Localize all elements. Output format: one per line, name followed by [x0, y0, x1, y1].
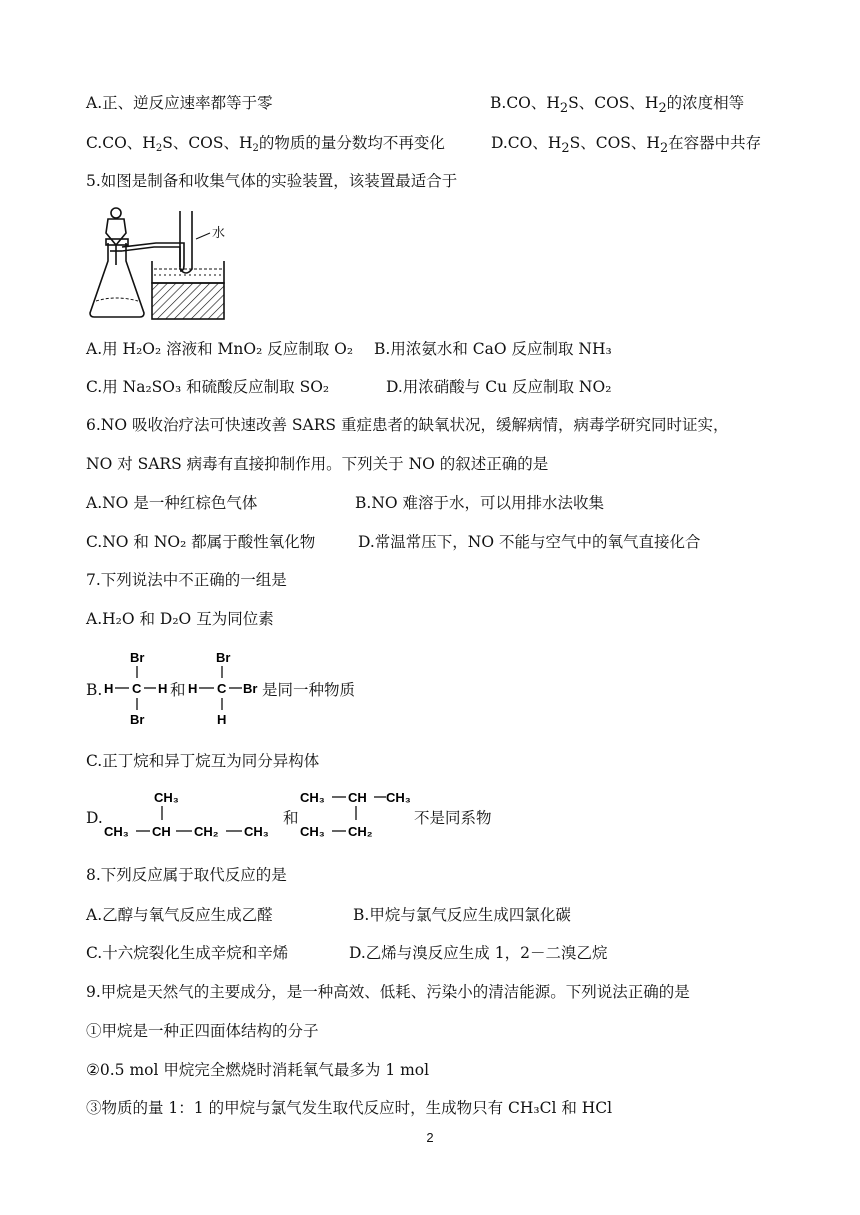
support-block: [152, 283, 224, 319]
water-label: 水: [212, 225, 226, 240]
q5-stem: 5.如图是制备和收集气体的实验装置，该装置最适合于: [86, 172, 458, 190]
svg-text:Br: Br: [130, 650, 145, 665]
q4-option-b: B.CO、$H_2S$、COS、$H_2$的浓度相等: [490, 94, 745, 117]
q6-option-b: B.NO 难溶于水，可以用排水法收集: [355, 494, 605, 512]
q7-option-d-label: D.: [86, 809, 103, 827]
svg-text:CH₃: CH₃: [300, 790, 325, 805]
svg-text:Br: Br: [216, 650, 231, 665]
svg-text:CH₃: CH₃: [300, 824, 325, 839]
q6-option-a: A.NO 是一种红棕色气体: [86, 494, 258, 512]
q7-b-structure-1: [102, 648, 172, 728]
page-number: 2: [426, 1130, 434, 1145]
q7-option-d-tail: 不是同系物: [414, 809, 492, 827]
q7-stem: 7.下列说法中不正确的一组是: [86, 571, 287, 589]
q7-option-b-and: 和: [170, 681, 186, 699]
svg-text:CH₃: CH₃: [154, 790, 179, 805]
q8-stem: 8.下列反应属于取代反应的是: [86, 866, 287, 884]
q9-statement-2: ②0.5 mol 甲烷完全燃烧时消耗氧气最多为 1 mol: [86, 1061, 430, 1079]
q5-option-b: B.用浓氨水和 CaO 反应制取 NH₃: [374, 340, 612, 358]
q8-option-c: C.十六烷裂化生成辛烷和辛烯: [86, 944, 289, 962]
q7-option-d-and: 和: [283, 809, 299, 827]
delivery-tube: [122, 243, 184, 271]
q7-option-b-label: B.: [86, 681, 103, 699]
gas-apparatus-figure: [86, 203, 246, 323]
q4-option-d: D.CO、$H_2S$、COS、$H_2$在容器中共存: [491, 134, 762, 157]
svg-text:Br: Br: [243, 681, 258, 696]
svg-text:C: C: [217, 681, 227, 696]
q4-option-a: A.正、逆反应速率都等于零: [86, 94, 273, 112]
q5-option-c: C.用 Na₂SO₃ 和硫酸反应制取 SO₂: [86, 378, 330, 396]
q6-stem-line1: 6.NO 吸收治疗法可快速改善 SARS 重症患者的缺氧状况，缓解病情，病毒学研究同时证实，: [86, 416, 729, 434]
q9-statement-3: ③物质的量 1：1 的甲烷与氯气发生取代反应时，生成物只有 CH₃Cl 和 HCl: [86, 1099, 613, 1117]
collecting-tube: [180, 211, 192, 273]
q5-option-a: A.用 H₂O₂ 溶液和 MnO₂ 反应制取 O₂: [86, 340, 354, 358]
svg-text:CH: CH: [152, 824, 171, 839]
svg-text:CH₂: CH₂: [348, 824, 373, 839]
svg-text:H: H: [158, 681, 168, 696]
q6-stem-line2: NO 对 SARS 病毒有直接抑制作用。下列关于 NO 的叙述正确的是: [86, 455, 549, 473]
svg-text:CH₃: CH₃: [244, 824, 269, 839]
q5-option-d: D.用浓硝酸与 Cu 反应制取 NO₂: [386, 378, 612, 396]
q8-option-b: B.甲烷与氯气反应生成四氯化碳: [353, 906, 571, 924]
svg-text:CH₃: CH₃: [386, 790, 411, 805]
svg-text:H: H: [104, 681, 114, 696]
svg-text:CH₃: CH₃: [104, 824, 129, 839]
svg-text:H: H: [217, 712, 227, 727]
q9-stem: 9.甲烷是天然气的主要成分，是一种高效、低耗、污染小的清洁能源。下列说法正确的是: [86, 983, 690, 1001]
svg-text:CH₂: CH₂: [194, 824, 219, 839]
svg-text:H: H: [188, 681, 198, 696]
q7-option-b-tail: 是同一种物质: [262, 681, 356, 699]
q9-statement-1: ①甲烷是一种正四面体结构的分子: [86, 1022, 319, 1040]
q4-option-c: C.CO、$H_2S$、COS、$H_2$的物质的量分数均不再变化: [86, 134, 445, 154]
separatory-funnel: [106, 208, 126, 265]
q7-d-structure-2: [298, 786, 418, 846]
q7-option-a: A.H₂O 和 D₂O 互为同位素: [86, 610, 274, 628]
svg-text:CH: CH: [348, 790, 367, 805]
q7-d-structure-1: [102, 786, 282, 846]
q8-option-a: A.乙醇与氧气反应生成乙醛: [86, 906, 273, 924]
svg-text:C: C: [132, 681, 142, 696]
q7-option-c: C.正丁烷和异丁烷互为同分异构体: [86, 752, 320, 770]
q6-option-c: C.NO 和 NO₂ 都属于酸性氧化物: [86, 533, 316, 551]
q8-option-d: D.乙烯与溴反应生成 1，2－二溴乙烷: [349, 944, 608, 962]
svg-text:Br: Br: [130, 712, 145, 727]
q6-option-d: D.常温常压下，NO 不能与空气中的氧气直接化合: [358, 533, 701, 551]
q7-b-structure-2: [186, 648, 264, 728]
